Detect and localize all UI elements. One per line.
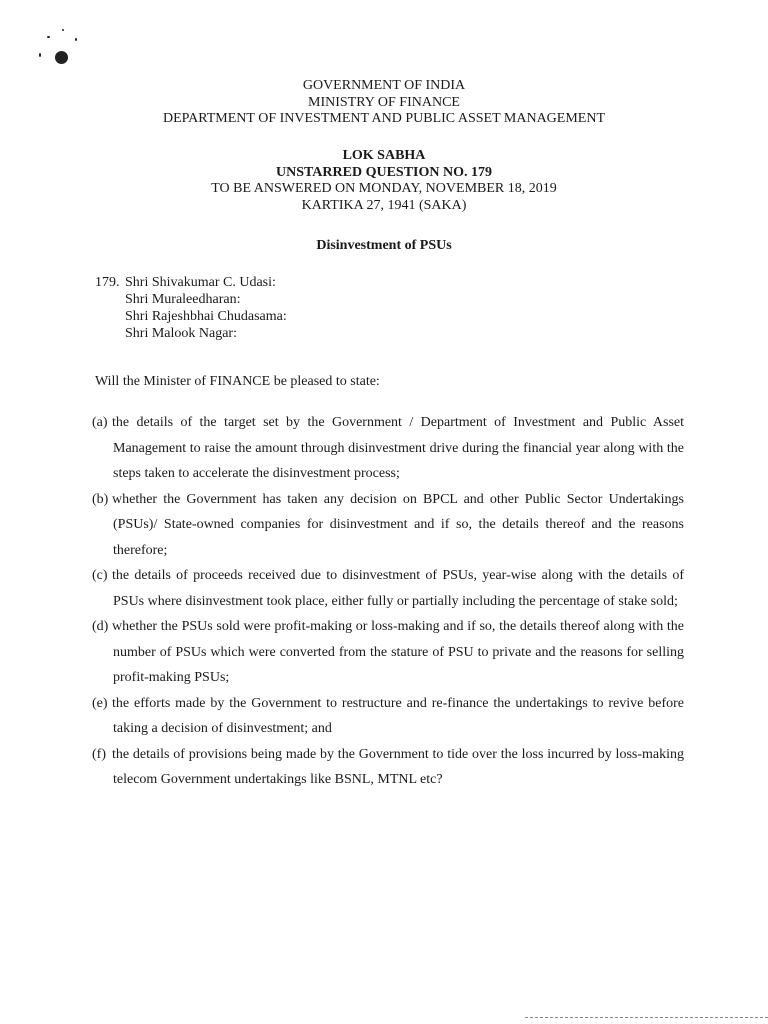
scan-speck — [39, 53, 41, 57]
member-line — [95, 274, 287, 291]
question-item — [92, 410, 684, 487]
scan-speck — [62, 29, 64, 31]
question-header — [0, 148, 768, 214]
question-text: the efforts made by the Government to restructure and re-finance the undertakings to revive before taking a decision of disinvestment; and — [112, 695, 684, 736]
ministry-header — [0, 78, 768, 128]
saka-date: KARTIKA 27, 1941 (SAKA) — [301, 197, 467, 213]
question-text: the details of proceeds received due to disinvestment of PSUs, year-wise along with the details of PSUs where disinvestment took place, either fully or partially including the percentage of stake sold; — [112, 568, 684, 609]
member-list — [95, 274, 287, 342]
question-marker: (c) — [92, 568, 108, 583]
answer-date: TO BE ANSWERED ON MONDAY, NOVEMBER 18, 2019 — [211, 181, 557, 196]
scan-speck-large — [55, 51, 68, 64]
member-name: Shri Muraleedharan: — [125, 292, 241, 307]
member-name: Shri Malook Nagar: — [125, 326, 237, 341]
intro-text: Will the Minister of FINANCE be pleased to state: — [95, 374, 380, 389]
header-ministry: MINISTRY OF FINANCE — [308, 94, 460, 110]
question-text: the details of provisions being made by the Government to tide over the loss incurred by loss-making telecom Government undertakings like BSNL, MTNL etc? — [112, 746, 684, 787]
question-item — [92, 691, 684, 742]
question-marker: (e) — [92, 695, 108, 711]
question-item — [92, 742, 684, 793]
member-name: Shri Shivakumar C. Udasi: — [125, 275, 276, 290]
header-government: GOVERNMENT OF INDIA — [302, 78, 466, 93]
subject-title: Disinvestment of PSUs — [316, 238, 452, 253]
question-serial: 179. — [95, 275, 120, 290]
question-marker: (f) — [92, 746, 106, 762]
question-marker: (b) — [92, 491, 109, 507]
scan-speck — [47, 36, 50, 38]
question-marker: (a) — [92, 415, 108, 430]
question-list — [92, 410, 684, 793]
question-number: UNSTARRED QUESTION NO. 179 — [276, 164, 492, 180]
question-item — [92, 614, 684, 691]
question-item — [92, 563, 684, 614]
house-name: LOK SABHA — [342, 148, 426, 163]
member-name: Shri Rajeshbhai Chudasama: — [125, 309, 287, 324]
question-text: whether the Government has taken any decision on BPCL and other Public Sector Undertakings (PSUs)/ State-owned companies for disinvestment and if so, the details thereof and the reasons therefore; — [112, 491, 684, 558]
page-bottom-divider — [525, 1017, 768, 1018]
question-marker: (d) — [92, 619, 109, 634]
question-text: whether the PSUs sold were profit-making or loss-making and if so, the details thereof along with the number of PSUs which were converted from the stature of PSU to private and the reasons for selling profit-making PSUs; — [112, 619, 684, 685]
header-department: DEPARTMENT OF INVESTMENT AND PUBLIC ASSET MANAGEMENT — [162, 111, 606, 126]
question-item — [92, 487, 684, 564]
question-text: the details of the target set by the Government / Department of Investment and Public Asset Management to raise the amount through disinvestment drive during the financial year along with the steps taken to accelerate the disinvestment process; — [112, 415, 684, 481]
scan-speck — [75, 38, 77, 41]
